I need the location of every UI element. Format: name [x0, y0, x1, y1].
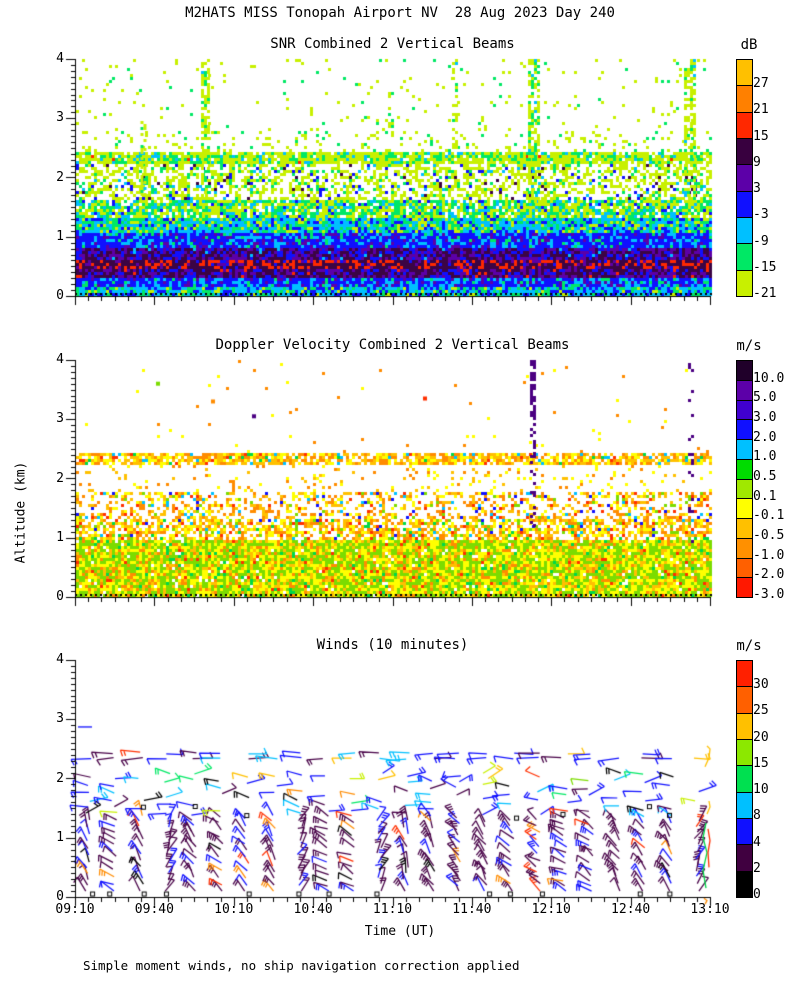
snr-panel-title: SNR Combined 2 Vertical Beams: [270, 36, 515, 52]
colorbar-tick-label: 0: [753, 887, 761, 902]
y-axis-label: Altitude (km): [13, 461, 29, 564]
colorbar-tick-label: 5.0: [753, 390, 777, 406]
colorbar-tick-label: 15: [753, 755, 769, 771]
colorbar-cell: [737, 218, 752, 244]
winds-barb-plot: [40, 656, 725, 913]
x-tick-label: 10:10: [214, 902, 254, 917]
y-tick-label: 4: [56, 652, 64, 667]
colorbar-tick-label: 27: [753, 76, 769, 92]
colorbar-tick-label: 21: [753, 102, 769, 118]
colorbar-tick-label: 25: [753, 703, 769, 719]
x-tick-label: 09:40: [134, 902, 174, 917]
snr-colorbar: [736, 59, 753, 297]
winds-colorbar-title: m/s: [736, 638, 762, 654]
y-tick-label: 2: [56, 470, 64, 486]
colorbar-cell: [737, 578, 752, 597]
colorbar-cell: [737, 460, 752, 480]
colorbar-tick-label: -3: [753, 207, 769, 223]
colorbar-tick-label: 2.0: [753, 429, 777, 445]
figure-title: M2HATS MISS Tonopah Airport NV 28 Aug 2023 Day 240: [185, 5, 615, 21]
doppler-colorbar-title: m/s: [736, 338, 762, 354]
colorbar-cell: [737, 819, 752, 845]
colorbar-tick-label: -2.0: [753, 567, 785, 583]
x-tick-label: 12:40: [611, 902, 651, 917]
colorbar-cell: [737, 499, 752, 519]
x-tick-label: 13:10: [690, 902, 730, 917]
y-tick-label: 1: [56, 529, 64, 545]
colorbar-cell: [737, 401, 752, 421]
colorbar-cell: [737, 165, 752, 191]
x-tick-label: 10:40: [293, 902, 333, 917]
y-tick-label: 1: [56, 228, 64, 244]
colorbar-cell: [737, 271, 752, 296]
colorbar-tick-label: -1.0: [753, 547, 785, 563]
colorbar-cell: [737, 687, 752, 713]
colorbar-cell: [737, 244, 752, 270]
colorbar-tick-label: 0.1: [753, 488, 777, 504]
colorbar-tick-label: 2: [753, 860, 761, 876]
colorbar-tick-label: -0.5: [753, 528, 785, 543]
x-tick-label: 09:10: [55, 902, 95, 917]
colorbar-cell: [737, 361, 752, 381]
y-tick-label: 2: [56, 169, 64, 185]
snr-heatmap: [40, 55, 725, 312]
y-tick-label: 0: [56, 889, 64, 904]
doppler-colorbar: [736, 360, 753, 598]
colorbar-tick-label: -15: [753, 259, 777, 275]
colorbar-cell: [737, 113, 752, 139]
colorbar-tick-label: 0.5: [753, 469, 777, 484]
colorbar-cell: [737, 381, 752, 401]
x-axis-label: Time (UT): [364, 924, 436, 939]
colorbar-tick-label: 3: [753, 181, 761, 197]
colorbar-tick-label: 20: [753, 729, 769, 745]
colorbar-tick-label: -21: [753, 286, 777, 301]
y-tick-label: 3: [56, 110, 64, 126]
y-tick-label: 2: [56, 770, 64, 786]
winds-panel-title: Winds (10 minutes): [316, 637, 469, 653]
colorbar-tick-label: 8: [753, 808, 761, 824]
colorbar-tick-label: -3.0: [753, 587, 785, 602]
colorbar-cell: [737, 60, 752, 86]
y-tick-label: 1: [56, 829, 64, 845]
colorbar-cell: [737, 740, 752, 766]
colorbar-tick-label: 15: [753, 128, 769, 144]
colorbar-cell: [737, 559, 752, 579]
y-tick-label: 3: [56, 411, 64, 427]
colorbar-cell: [737, 139, 752, 165]
x-tick-label: 11:10: [372, 902, 413, 917]
colorbar-cell: [737, 192, 752, 218]
colorbar-cell: [737, 519, 752, 539]
colorbar-tick-label: 9: [753, 154, 761, 170]
colorbar-tick-label: -9: [753, 233, 769, 249]
winds-colorbar: [736, 660, 753, 898]
colorbar-cell: [737, 845, 752, 871]
colorbar-tick-label: 10: [753, 782, 769, 798]
colorbar-cell: [737, 539, 752, 559]
colorbar-tick-label: 10.0: [753, 370, 785, 386]
y-tick-label: 4: [56, 51, 64, 66]
colorbar-cell: [737, 793, 752, 819]
y-tick-label: 3: [56, 711, 64, 727]
footer-note: Simple moment winds, no ship navigation correction applied: [83, 958, 520, 973]
colorbar-cell: [737, 872, 752, 897]
x-tick-label: 12:10: [531, 902, 571, 917]
colorbar-tick-label: 4: [753, 834, 761, 850]
y-tick-label: 0: [56, 589, 64, 604]
doppler-panel-title: Doppler Velocity Combined 2 Vertical Beams: [215, 337, 570, 353]
colorbar-tick-label: -0.1: [753, 508, 785, 524]
doppler-heatmap: [40, 356, 725, 613]
colorbar-cell: [737, 420, 752, 440]
colorbar-cell: [737, 480, 752, 500]
y-tick-label: 4: [56, 352, 64, 367]
y-tick-label: 0: [56, 288, 64, 303]
colorbar-cell: [737, 714, 752, 740]
colorbar-cell: [737, 766, 752, 792]
x-tick-label: 11:40: [452, 902, 492, 917]
colorbar-tick-label: 1.0: [753, 449, 777, 465]
colorbar-cell: [737, 661, 752, 687]
colorbar-tick-label: 30: [753, 677, 769, 693]
snr-colorbar-title: dB: [740, 37, 758, 53]
colorbar-cell: [737, 86, 752, 112]
colorbar-cell: [737, 440, 752, 460]
colorbar-tick-label: 3.0: [753, 410, 777, 425]
